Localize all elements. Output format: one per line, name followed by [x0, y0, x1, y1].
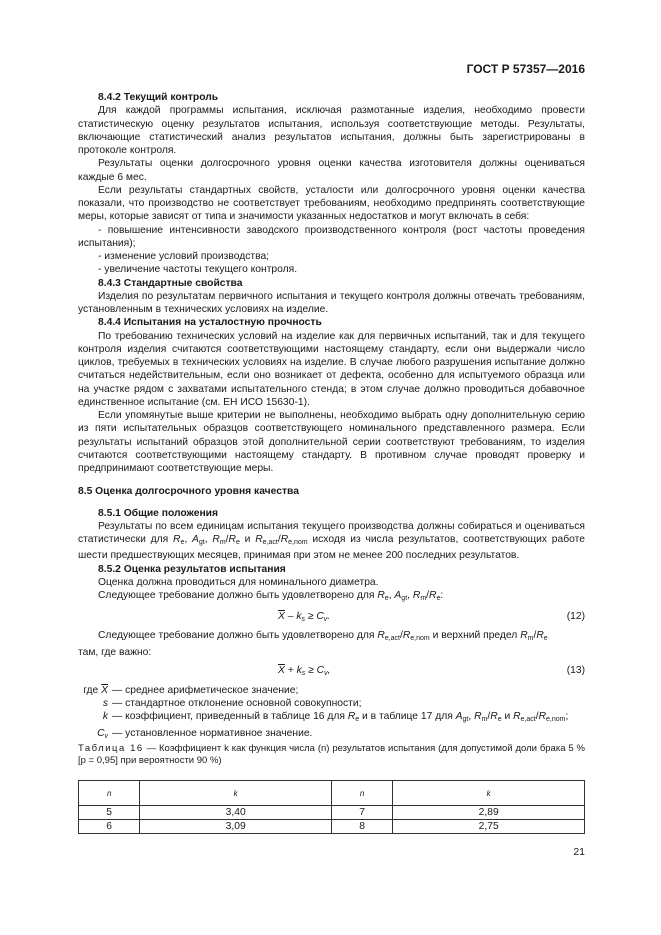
formula-13 — [78, 662, 585, 680]
column-header: n — [79, 781, 140, 806]
formula-12 — [78, 608, 585, 626]
heading-8-5: 8.5 Оценка долгосрочного уровня качества — [78, 486, 299, 498]
table-cell: 5 — [79, 806, 140, 820]
paragraph: Изделия по результатам первичного испытания и текущего контроля должны отвечать требованиям, установленным в технических условиях на изделие. — [78, 290, 585, 315]
formula-12-expression: $\overline{X} - k_s \ge C_v$. — [278, 611, 331, 624]
paragraph: Для каждой программы испытания, исключая размотанные изделия, необходимо провести статистическую оценку результатов испытания, используя соответствующие методы. Результаты, включающие статистический анализ результатов испытания, должны быть зарегистрированы в протоколе контроля. — [78, 105, 585, 156]
table-cell: 2,75 — [393, 820, 585, 834]
table-16-caption: Таблица 16 — Коэффициент k как функция числа (n) результатов испытания (для допустимой доли брака 5 % [p = 0,95] при вероятности 90 %) — [78, 742, 585, 767]
table-header-row — [79, 781, 585, 806]
table-cell: 2,89 — [393, 806, 585, 820]
paragraph: Если упомянутые выше критерии не выполнены, необходимо выбрать одну дополнительную серию из пяти испытательных образцов соответствующего номинального представленного размера. Если результаты испытаний образцов этой дополнительной серии соответствуют требованиям, то изделия считаются соответствующими настоящему стандарту. В противном случае проводят проверку и предпринимают соответствующие меры. — [78, 410, 585, 474]
document-id: ГОСТ Р 57357—2016 — [466, 62, 585, 76]
document-body — [78, 91, 585, 768]
paragraph: По требованию технических условий на изделие как для первичных испытаний, так и для текущего контроля изделия считаются соответствующими настоящему стандарту, если они выдержали число циклов, требуемых в технических условиях на изделие. В случае любого разрушения испытание должно считаться недействительным, если оно возникает от дефекта, особенно для испытуемого образца или на участке рядом с захватами испытательного стенда; в этом случае должно проводиться добавочное единственное испытание (см. ЕН ИСО 15630-1). — [78, 330, 585, 408]
formula-13-expression: $\overline{X} + k_s \ge C_v$, — [278, 664, 331, 677]
table-row — [79, 806, 585, 820]
paragraph: Если результаты стандартных свойств, усталости или долгосрочного уровня оценки качества показали, что производство не соответствует требованиям, необходимо предпринять соответствующие меры, которые зависят от типа и значимости указанных недостатков и могут включать в себя: — [78, 184, 585, 223]
page-number: 21 — [573, 846, 585, 858]
where-x-definition: — среднее арифметическое значение; — [112, 684, 299, 696]
paragraph: Результаты по всем единицам испытания текущего производства должны собираться и оцениваться статистически для $R_e$, $A_{gt}$, $R_m/R_e$ и $R_{e,act}/R_{e,nom}$ исходя из числа результатов, соответствующих работе шести предшествующих месяцев, принимая при этом не менее 200 последних результатов. — [78, 520, 585, 562]
column-header: k — [393, 781, 585, 806]
where-x-symbol: где $\overline{X}$ — [83, 684, 108, 696]
formula-13-number: (13) — [566, 664, 585, 676]
paragraph: Следующее требование должно быть удовлетворено для $R_e$, $A_{gt}$, $R_m/R_e$: — [98, 590, 444, 602]
paragraph: там, где важно: — [78, 646, 152, 658]
paragraph: Результаты оценки долгосрочного уровня оценки качества изготовителя должны оцениваться каждые 6 мес. — [78, 158, 585, 183]
where-s-definition: — стандартное отклонение основной совокупности; — [112, 698, 362, 709]
table-cell: 8 — [331, 820, 392, 834]
column-header: k — [140, 781, 332, 806]
heading-8-5-1: 8.5.1 Общие положения — [98, 507, 218, 519]
paragraph: Оценка должна проводиться для номинального диаметра. — [98, 576, 379, 588]
table-16 — [78, 780, 585, 834]
where-block — [78, 684, 585, 743]
heading-8-4-4: 8.4.4 Испытания на усталостную прочность — [98, 317, 322, 329]
where-s-symbol: s — [102, 698, 108, 709]
where-cv-definition: — установленное нормативное значение. — [112, 727, 313, 739]
list-item: - изменение условий производства; — [98, 251, 270, 262]
heading-8-5-2: 8.5.2 Оценка результатов испытания — [98, 563, 286, 575]
paragraph: Следующее требование должно быть удовлетворено для $R_{e,act}/R_{e,nom}$ и верхний предел $R_m/R_e$ — [98, 630, 548, 643]
list-item: - увеличение частоты текущего контроля. — [98, 264, 298, 276]
heading-8-4-2: 8.4.2 Текущий контроль — [98, 92, 219, 103]
where-cv-symbol: $C_v$ — [97, 727, 108, 740]
table-cell: 3,40 — [140, 806, 332, 820]
table-cell: 6 — [79, 820, 140, 834]
where-k-symbol: k — [102, 711, 108, 723]
where-k-definition: — коэффициент, приведенный в таблице 16 для $R_e$ и в таблице 17 для $A_{gt}$, $R_m/R_e$ и $R_{e,act}/R_{e,nom}$; — [112, 711, 569, 724]
table-row — [79, 820, 585, 834]
heading-8-4-3: 8.4.3 Стандартные свойства — [98, 277, 243, 289]
table-cell: 3,09 — [140, 820, 332, 834]
formula-12-number: (12) — [566, 611, 585, 623]
table-cell: 7 — [331, 806, 392, 820]
column-header: n — [331, 781, 392, 806]
list-item: - повышение интенсивности заводского производственного контроля (рост частоты проведения испытания); — [78, 224, 585, 249]
